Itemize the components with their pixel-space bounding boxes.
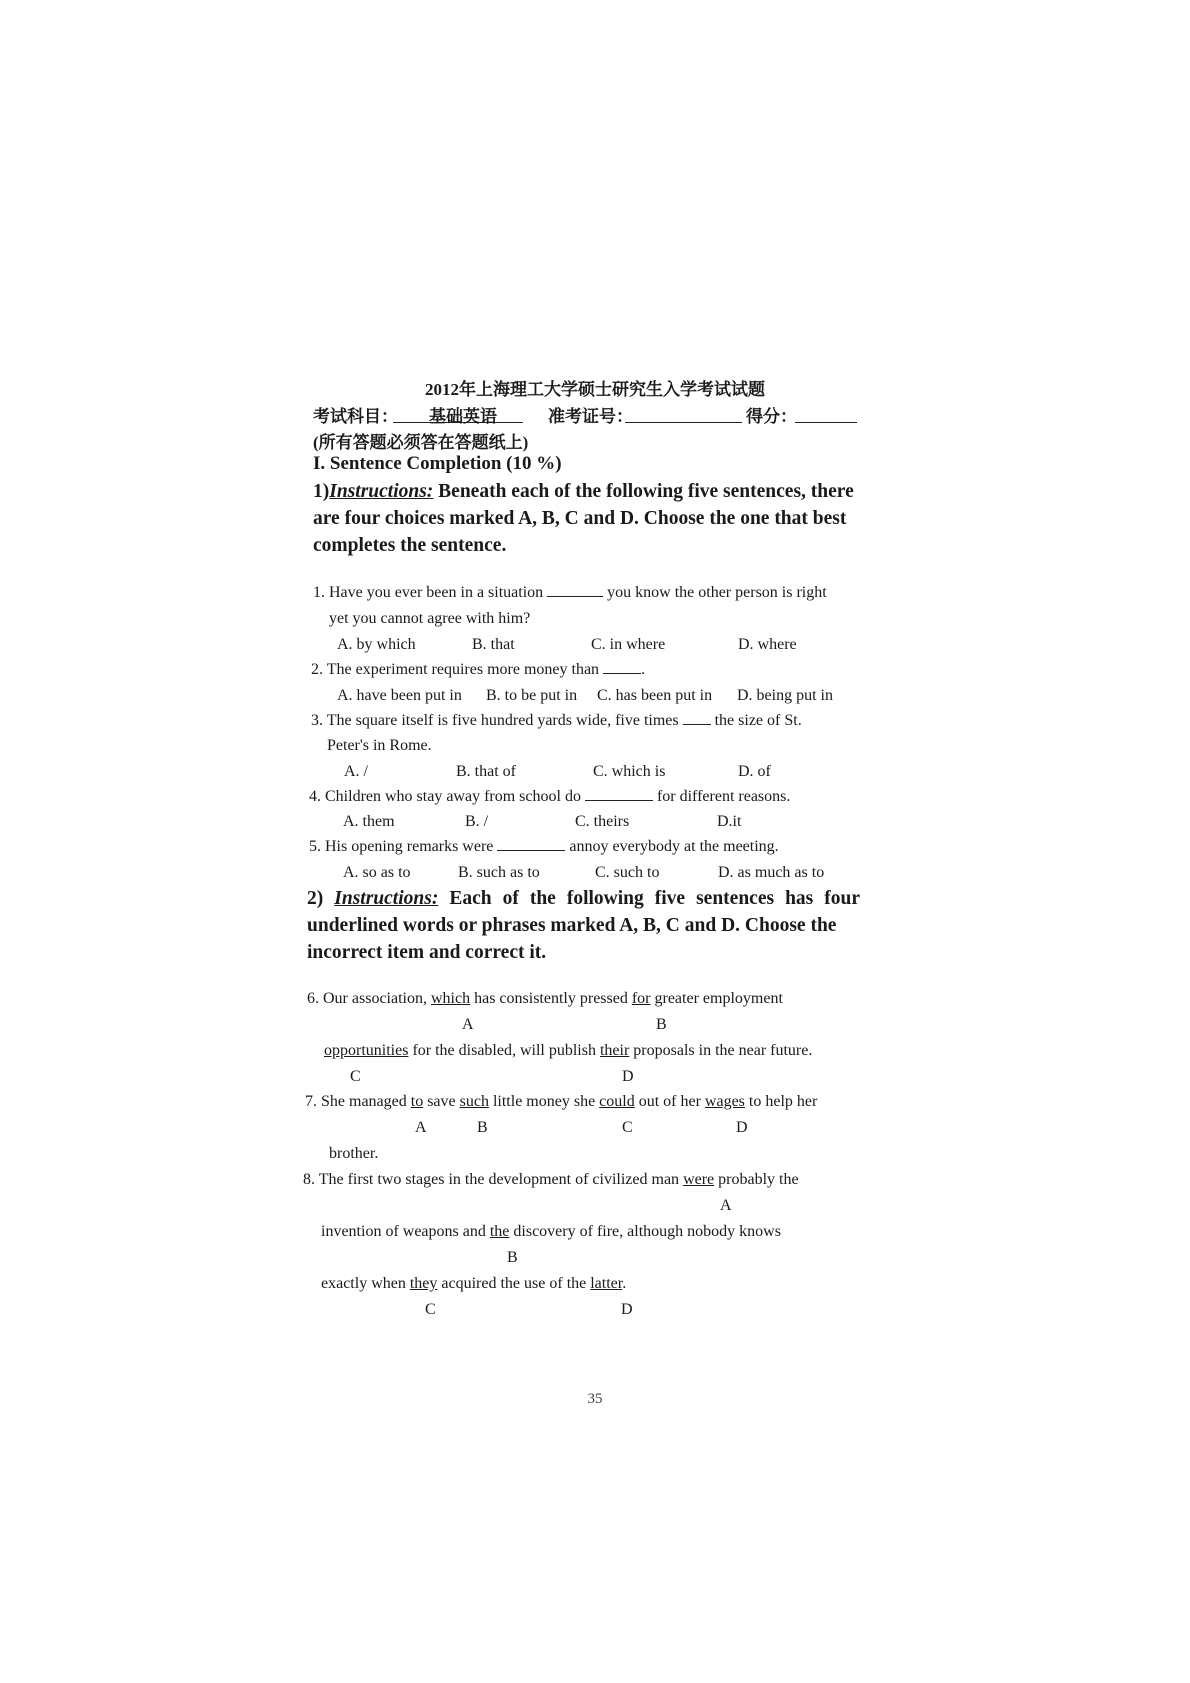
q3-blank: [683, 724, 711, 725]
instructions-part1: [313, 478, 858, 559]
q8-line2: [321, 1223, 781, 1241]
instructions-part2: [307, 885, 860, 966]
q5-text-pre: 5. His opening remarks were: [309, 838, 498, 855]
q2-text-pre: 2. The experiment requires more money than: [311, 661, 604, 678]
q6-marker-b: B: [656, 1016, 667, 1033]
q1-option-c: C. in where: [591, 636, 666, 653]
q8-marker-b: B: [507, 1249, 518, 1266]
question-4: [309, 788, 790, 806]
q6-text: for the disabled, will publish: [408, 1042, 600, 1059]
q5-text-post: annoy everybody at the meeting.: [565, 838, 779, 855]
q8-text: discovery of fire, although nobody knows: [509, 1223, 781, 1240]
part1-number: 1): [313, 481, 330, 502]
q8-text: 8. The first two stages in the development of civilized man: [303, 1171, 684, 1188]
subject-value: 基础英语: [429, 407, 497, 426]
q8-marker-d: D: [621, 1301, 633, 1318]
q6-underlined-a: which: [430, 990, 471, 1007]
q5-option-b: B. such as to: [458, 864, 540, 881]
q3-option-d: D. of: [738, 763, 771, 780]
question-3: [311, 712, 802, 730]
q8-text: acquired the use of the: [437, 1275, 591, 1292]
score-field: [795, 402, 857, 423]
question-5: [309, 838, 779, 856]
q4-option-a: A. them: [343, 813, 395, 830]
part2-line1: Each of the following five sentences has four: [438, 888, 860, 909]
q3-option-b: B. that of: [456, 763, 516, 780]
q6-underlined-b: for: [631, 990, 651, 1007]
q1-option-d: D. where: [738, 636, 797, 653]
q4-option-d: D.it: [717, 813, 742, 830]
q5-option-d: D. as much as to: [718, 864, 825, 881]
q8-text: probably the: [714, 1171, 799, 1188]
part1-instructions-label: Instructions:: [329, 481, 434, 502]
q8-underlined-b: the: [489, 1223, 510, 1240]
q2-option-c: C. has been put in: [597, 687, 713, 704]
q2-blank: [603, 673, 641, 674]
question-8: [303, 1171, 799, 1189]
q6-marker-a: A: [462, 1016, 474, 1033]
q4-text-post: for different reasons.: [652, 788, 791, 805]
part2-number: 2): [307, 888, 324, 909]
q8-text: .: [622, 1275, 627, 1292]
q8-underlined-a: were: [683, 1171, 715, 1188]
q8-marker-a: A: [720, 1197, 732, 1214]
q8-text: invention of weapons and: [321, 1223, 490, 1240]
q8-underlined-d: latter: [590, 1275, 623, 1292]
q7-text: little money she: [488, 1093, 600, 1110]
score-label: 得分：: [746, 407, 797, 426]
q7-text: out of her: [634, 1093, 705, 1110]
part2-instructions-label: Instructions:: [334, 888, 439, 909]
q8-line3: [321, 1275, 626, 1293]
part2-line2: underlined words or phrases marked A, B, C and D. Choose the: [307, 915, 837, 936]
q8-marker-c: C: [425, 1301, 436, 1318]
part2-line3: incorrect item and correct it.: [307, 942, 547, 963]
q2-option-b: B. to be put in: [486, 687, 578, 704]
q1-line2: yet you cannot agree with him?: [329, 610, 531, 627]
page-number: 35: [587, 1391, 603, 1407]
q3-line2: Peter's in Rome.: [327, 737, 432, 754]
q6-line2: [324, 1042, 812, 1060]
exam-note: (所有答题必须答在答题纸上): [313, 433, 529, 452]
q3-option-a: A. /: [344, 763, 368, 780]
q7-underlined-d: wages: [704, 1093, 745, 1110]
q7-marker-b: B: [477, 1119, 488, 1136]
q4-text-pre: 4. Children who stay away from school do: [309, 788, 585, 805]
q6-text: has consistently pressed: [470, 990, 632, 1007]
question-1: [313, 584, 827, 602]
part1-line3: completes the sentence.: [313, 535, 507, 556]
exam-title: 2012年上海理工大学硕士研究生入学考试试题: [425, 380, 765, 399]
q7-line2: brother.: [329, 1145, 379, 1162]
q6-text: 6. Our association,: [307, 990, 431, 1007]
ticket-label: 准考证号：: [548, 407, 633, 426]
q5-option-a: A. so as to: [343, 864, 411, 881]
q8-underlined-c: they: [409, 1275, 438, 1292]
part1-line1: Beneath each of the following five sentences, there: [433, 481, 854, 502]
q3-text-pre: 3. The square itself is five hundred yards wide, five times: [311, 712, 683, 729]
subject-label: 考试科目：: [313, 407, 398, 426]
question-2: [311, 661, 645, 679]
q3-text-post: the size of St.: [710, 712, 802, 729]
q7-underlined-b: such: [459, 1093, 489, 1110]
q1-option-b: B. that: [472, 636, 515, 653]
q1-text-post: you know the other person is right: [603, 584, 827, 601]
subject-field: [393, 402, 523, 426]
q4-blank: [585, 800, 653, 801]
q7-marker-c: C: [622, 1119, 633, 1136]
q5-option-c: C. such to: [595, 864, 660, 881]
q2-text-post: .: [641, 661, 646, 678]
q8-text: exactly when: [321, 1275, 410, 1292]
q1-blank: [547, 596, 603, 597]
q2-option-a: A. have been put in: [337, 687, 462, 704]
q7-marker-a: A: [415, 1119, 427, 1136]
q5-blank: [497, 850, 565, 851]
question-7: [305, 1093, 817, 1111]
q6-text: proposals in the near future.: [629, 1042, 813, 1059]
q2-option-d: D. being put in: [737, 687, 833, 704]
q7-underlined-a: to: [410, 1093, 424, 1110]
q6-marker-d: D: [622, 1068, 634, 1085]
q7-marker-d: D: [736, 1119, 748, 1136]
q6-text: greater employment: [650, 990, 783, 1007]
q7-text: 7. She managed: [305, 1093, 411, 1110]
ticket-number-field: [625, 402, 742, 423]
q7-underlined-c: could: [599, 1093, 635, 1110]
question-6: [307, 990, 783, 1008]
q6-underlined-c: opportunities: [324, 1042, 409, 1059]
q6-marker-c: C: [350, 1068, 361, 1085]
q6-underlined-d: their: [599, 1042, 630, 1059]
q3-option-c: C. which is: [593, 763, 666, 780]
q4-option-c: C. theirs: [575, 813, 630, 830]
q1-option-a: A. by which: [337, 636, 416, 653]
q7-text: save: [423, 1093, 460, 1110]
q1-text-pre: 1. Have you ever been in a situation: [313, 584, 548, 601]
part1-line2: are four choices marked A, B, C and D. Choose the one that best: [313, 508, 847, 529]
q7-text: to help her: [744, 1093, 818, 1110]
q4-option-b: B. /: [465, 813, 489, 830]
section-heading: I. Sentence Completion (10 %): [313, 453, 562, 474]
